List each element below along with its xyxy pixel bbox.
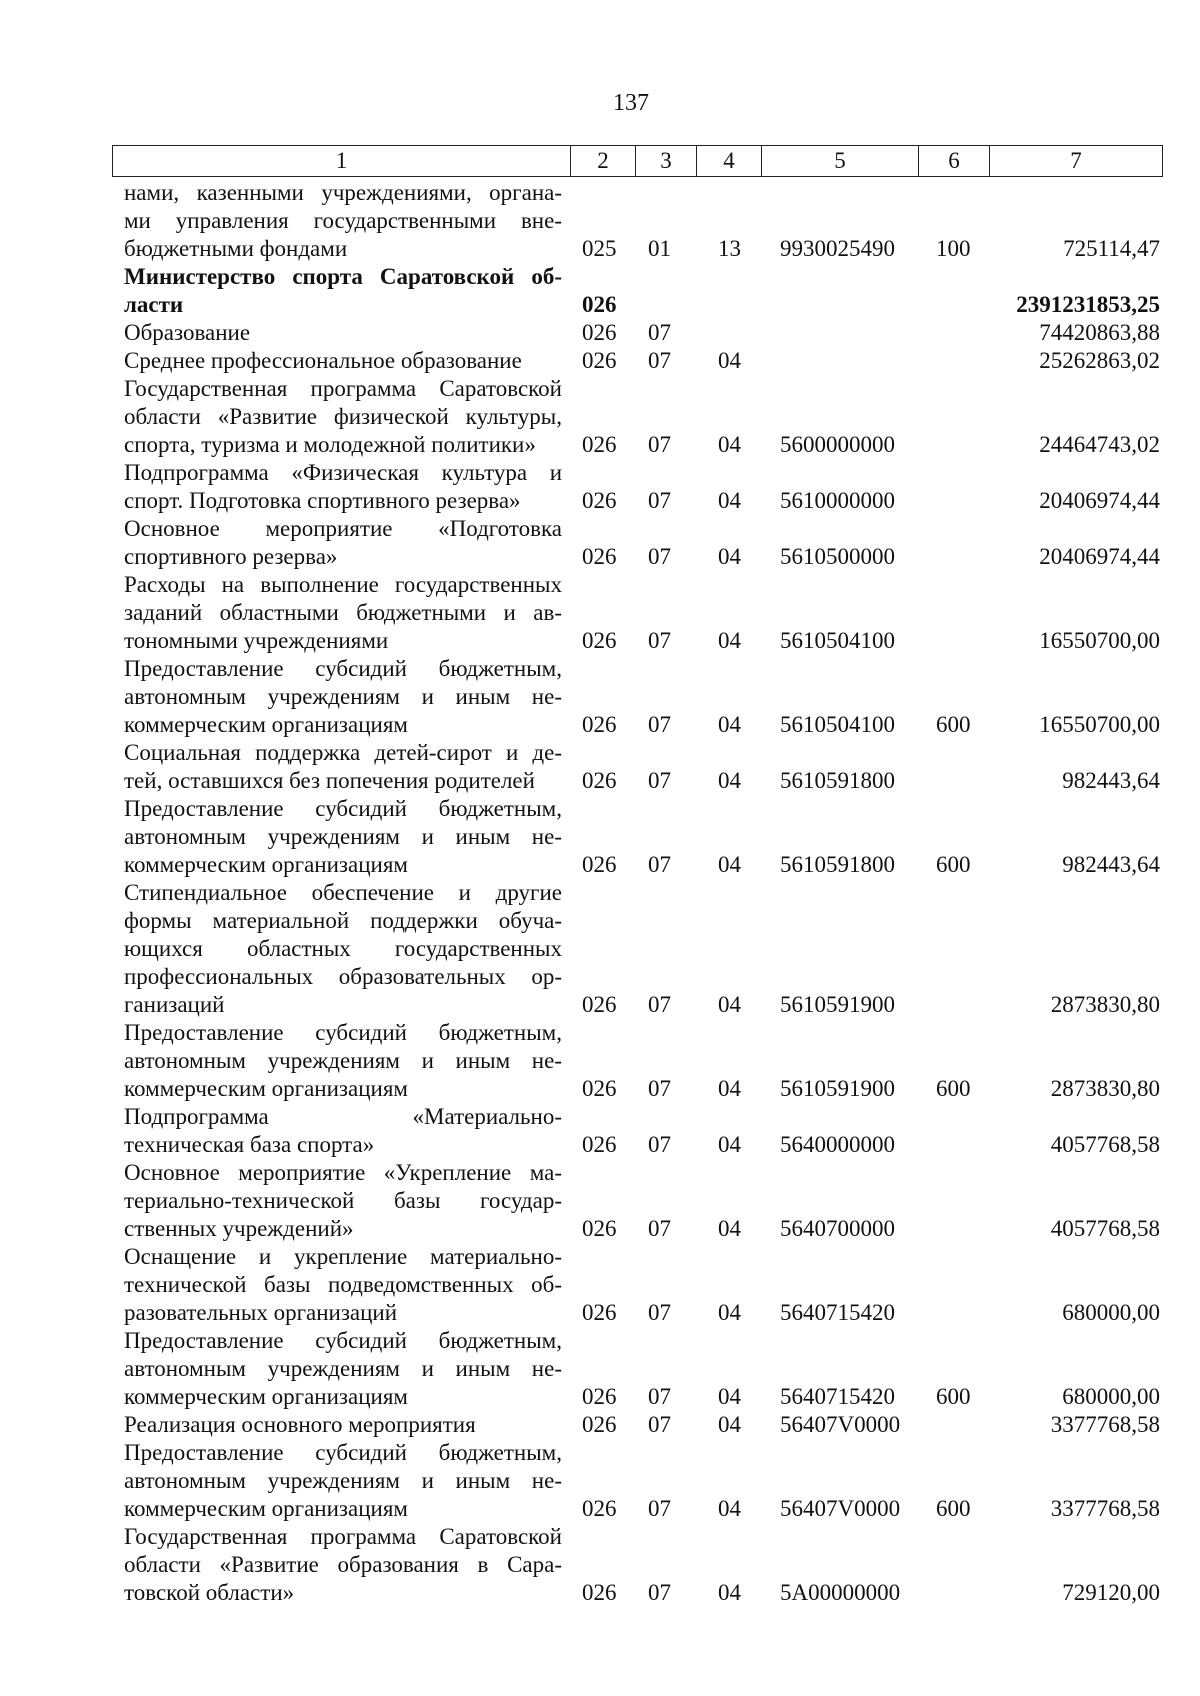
description-line: Образование [124, 320, 251, 345]
table-row [0, 655, 1200, 739]
description-line: Подпрограмма «Материально- [124, 1104, 562, 1129]
target-article-code: 5610000000 [780, 488, 895, 513]
amount: 729120,00 [1062, 1580, 1160, 1605]
chapter-code: 026 [582, 1132, 617, 1157]
chapter-code: 026 [582, 1496, 617, 1521]
subsection-code: 04 [718, 628, 741, 653]
amount: 982443,64 [1062, 852, 1160, 877]
target-article-code: 5640715420 [780, 1384, 895, 1409]
description-line: коммерческим организациям [124, 852, 408, 877]
table-row [0, 319, 1200, 347]
section-code: 07 [648, 348, 671, 373]
chapter-code: 025 [582, 236, 617, 261]
expense-type-code: 600 [936, 1076, 971, 1101]
amount: 20406974,44 [1039, 488, 1160, 513]
description-line: области «Развитие образования в Сара- [124, 1552, 562, 1577]
row-description [124, 571, 562, 655]
subsection-code: 04 [718, 1580, 741, 1605]
budget-table-body [0, 179, 1200, 1607]
description-line: Предоставление субсидий бюджетным, [124, 656, 562, 681]
amount: 3377768,58 [1050, 1496, 1160, 1521]
chapter-code: 026 [582, 852, 617, 877]
subsection-code: 13 [718, 236, 741, 261]
row-description [124, 1411, 562, 1439]
table-row [0, 1523, 1200, 1607]
row-description [124, 655, 562, 739]
description-line: бюджетными фондами [124, 236, 348, 261]
chapter-code: 026 [582, 1412, 617, 1437]
table-row [0, 1019, 1200, 1103]
row-description [124, 515, 562, 571]
chapter-code: 026 [582, 432, 617, 457]
table-row [0, 1243, 1200, 1327]
description-line: ганизаций [124, 992, 225, 1017]
table-row [0, 515, 1200, 571]
section-code: 07 [648, 1076, 671, 1101]
description-line: автономным учреждениям и иным не- [124, 684, 562, 709]
section-code: 07 [648, 768, 671, 793]
row-description [124, 375, 562, 459]
amount: 24464743,02 [1039, 432, 1160, 457]
description-line: Основное мероприятие «Укрепление ма- [124, 1160, 562, 1185]
target-article-code: 5640715420 [780, 1300, 895, 1325]
section-code: 07 [648, 488, 671, 513]
subsection-code [718, 291, 758, 319]
chapter-code: 026 [582, 712, 617, 737]
subsection-code: 04 [718, 348, 741, 373]
amount: 4057768,58 [1050, 1216, 1160, 1241]
section-code: 07 [648, 1300, 671, 1325]
target-article-code: 5610591900 [780, 1076, 895, 1101]
expense-type-code: 600 [936, 712, 971, 737]
target-article-code: 56407V0000 [780, 1412, 901, 1437]
column-header-1: 1 [113, 146, 571, 177]
subsection-code: 04 [718, 1300, 741, 1325]
subsection-code: 04 [718, 1132, 741, 1157]
description-line: технической базы подведомственных об- [124, 1272, 562, 1297]
subsection-code: 04 [718, 852, 741, 877]
description-line: териально-технической базы государ- [124, 1188, 562, 1213]
section-code: 07 [648, 1496, 671, 1521]
description-line: Расходы на выполнение государственных [124, 572, 562, 597]
description-line: Предоставление субсидий бюджетным, [124, 1328, 562, 1353]
description-line: ласти [124, 292, 184, 317]
row-description [124, 1523, 562, 1607]
target-article-code: 5640000000 [780, 1132, 895, 1157]
section-code: 07 [648, 1412, 671, 1437]
subsection-code: 04 [718, 992, 741, 1017]
description-line: коммерческим организациям [124, 712, 408, 737]
expense-type-code: 600 [936, 1384, 971, 1409]
chapter-code: 026 [582, 628, 617, 653]
section-code: 01 [648, 236, 671, 261]
target-article-code [780, 291, 930, 319]
table-row [0, 739, 1200, 795]
amount: 25262863,02 [1039, 348, 1160, 373]
subsection-code [718, 319, 758, 347]
row-description [124, 1159, 562, 1243]
section-code: 07 [648, 852, 671, 877]
description-line: Среднее профессиональное образование [124, 348, 522, 373]
subsection-code: 04 [718, 1076, 741, 1101]
row-description [124, 1019, 562, 1103]
table-row [0, 1327, 1200, 1411]
amount: 680000,00 [1062, 1300, 1160, 1325]
column-header-4: 4 [697, 146, 762, 177]
chapter-code: 026 [582, 544, 617, 569]
row-description [124, 795, 562, 879]
column-header-table [112, 145, 1163, 177]
target-article-code: 5610504100 [780, 628, 895, 653]
expense-type-code: 600 [936, 1496, 971, 1521]
section-code [648, 291, 688, 319]
chapter-code: 026 [582, 1384, 617, 1409]
description-line: Реализация основного мероприятия [124, 1412, 476, 1437]
column-header-3: 3 [636, 146, 697, 177]
description-line: автономным учреждениям и иным не- [124, 1468, 562, 1493]
row-description [124, 1103, 562, 1159]
chapter-code: 026 [582, 1216, 617, 1241]
amount: 725114,47 [1063, 236, 1160, 261]
description-line: спорта, туризма и молодежной политики» [124, 432, 536, 457]
description-line: коммерческим организациям [124, 1496, 408, 1521]
amount: 982443,64 [1062, 768, 1160, 793]
description-line: ющихся областных государственных [124, 936, 562, 961]
subsection-code: 04 [718, 1496, 741, 1521]
page-number: 137 [613, 90, 649, 116]
target-article-code: 5А00000000 [780, 1580, 901, 1605]
section-code: 07 [648, 1580, 671, 1605]
chapter-code: 026 [582, 348, 617, 373]
target-article-code: 5610504100 [780, 712, 895, 737]
amount: 2873830,80 [1050, 992, 1160, 1017]
section-code: 07 [648, 320, 671, 345]
description-line: профессиональных образовательных ор- [124, 964, 562, 989]
target-article-code: 5600000000 [780, 432, 895, 457]
table-row [0, 347, 1200, 375]
description-line: ственных учреждений» [124, 1216, 354, 1241]
chapter-code: 026 [582, 768, 617, 793]
description-line: ми управления государственными вне- [124, 208, 562, 233]
section-code: 07 [648, 712, 671, 737]
chapter-code: 026 [582, 292, 617, 317]
row-description [124, 1439, 562, 1523]
column-header-2: 2 [571, 146, 636, 177]
description-line: разовательных организаций [124, 1300, 398, 1325]
target-article-code: 5610591900 [780, 992, 895, 1017]
amount: 2391231853,25 [1016, 292, 1160, 317]
chapter-code: 026 [582, 1300, 617, 1325]
description-line: Государственная программа Саратовской [124, 376, 562, 401]
amount: 680000,00 [1062, 1384, 1160, 1409]
section-code: 07 [648, 1132, 671, 1157]
target-article-code [780, 319, 930, 347]
section-code: 07 [648, 1384, 671, 1409]
description-line: спортивного резерва» [124, 544, 338, 569]
table-row [0, 459, 1200, 515]
description-line: Социальная поддержка детей-сирот и де- [124, 740, 562, 765]
description-line: Государственная программа Саратовской [124, 1524, 562, 1549]
target-article-code: 5640700000 [780, 1216, 895, 1241]
chapter-code: 026 [582, 1580, 617, 1605]
row-description [124, 879, 562, 1019]
table-row [0, 879, 1200, 1019]
table-row [0, 1103, 1200, 1159]
description-line: Стипендиальное обеспечение и другие [124, 880, 562, 905]
expense-type-code: 100 [936, 236, 971, 261]
subsection-code: 04 [718, 712, 741, 737]
description-line: коммерческим организациям [124, 1384, 408, 1409]
table-row [0, 179, 1200, 263]
description-line: автономным учреждениям и иным не- [124, 1048, 562, 1073]
description-line: Предоставление субсидий бюджетным, [124, 1020, 562, 1045]
amount: 16550700,00 [1039, 628, 1160, 653]
chapter-code: 026 [582, 1076, 617, 1101]
amount: 74420863,88 [1039, 320, 1160, 345]
table-row [0, 1439, 1200, 1523]
description-line: нами, казенными учреждениями, органа- [124, 180, 562, 205]
table-row [0, 1411, 1200, 1439]
section-code: 07 [648, 432, 671, 457]
row-description [124, 319, 562, 347]
target-article-code: 9930025490 [780, 236, 895, 261]
description-line: Основное мероприятие «Подготовка [124, 516, 562, 541]
expense-type-code: 600 [936, 852, 971, 877]
amount: 3377768,58 [1050, 1412, 1160, 1437]
row-description [124, 347, 562, 375]
subsection-code: 04 [718, 432, 741, 457]
row-description [124, 739, 562, 795]
row-description [124, 263, 562, 319]
description-line: Предоставление субсидий бюджетным, [124, 1440, 562, 1465]
description-line: тономными учреждениями [124, 628, 389, 653]
table-row [0, 571, 1200, 655]
table-row [0, 795, 1200, 879]
row-description [124, 179, 562, 263]
subsection-code: 04 [718, 1412, 741, 1437]
table-row [0, 375, 1200, 459]
section-code: 07 [648, 992, 671, 1017]
description-line: заданий областными бюджетными и ав- [124, 600, 562, 625]
subsection-code: 04 [718, 768, 741, 793]
chapter-code: 026 [582, 488, 617, 513]
subsection-code: 04 [718, 1216, 741, 1241]
section-code: 07 [648, 544, 671, 569]
target-article-code: 5610500000 [780, 544, 895, 569]
row-description [124, 1327, 562, 1411]
subsection-code: 04 [718, 488, 741, 513]
subsection-code: 04 [718, 544, 741, 569]
row-description [124, 459, 562, 515]
description-line: Предоставление субсидий бюджетным, [124, 796, 562, 821]
section-code: 07 [648, 628, 671, 653]
description-line: Министерство спорта Саратовской об- [124, 264, 562, 289]
column-header-5: 5 [762, 146, 919, 177]
table-row [0, 263, 1200, 319]
target-article-code: 56407V0000 [780, 1496, 901, 1521]
row-description [124, 1243, 562, 1327]
description-line: автономным учреждениям и иным не- [124, 824, 562, 849]
amount: 16550700,00 [1039, 712, 1160, 737]
column-header-7: 7 [990, 146, 1163, 177]
description-line: автономным учреждениям и иным не- [124, 1356, 562, 1381]
amount: 2873830,80 [1050, 1076, 1160, 1101]
target-article-code: 5610591800 [780, 852, 895, 877]
description-line: коммерческим организациям [124, 1076, 408, 1101]
description-line: Подпрограмма «Физическая культура и [124, 460, 562, 485]
amount: 4057768,58 [1050, 1132, 1160, 1157]
section-code: 07 [648, 1216, 671, 1241]
chapter-code: 026 [582, 992, 617, 1017]
subsection-code: 04 [718, 1384, 741, 1409]
description-line: Оснащение и укрепление материально- [124, 1244, 562, 1269]
chapter-code: 026 [582, 320, 617, 345]
target-article-code [780, 347, 930, 375]
column-header-6: 6 [919, 146, 990, 177]
amount: 20406974,44 [1039, 544, 1160, 569]
description-line: тей, оставшихся без попечения родителей [124, 768, 535, 793]
description-line: области «Развитие физической культуры, [124, 404, 562, 429]
target-article-code: 5610591800 [780, 768, 895, 793]
description-line: спорт. Подготовка спортивного резерва» [124, 488, 521, 513]
description-line: техническая база спорта» [124, 1132, 375, 1157]
description-line: товской области» [124, 1580, 295, 1605]
table-row [0, 1159, 1200, 1243]
description-line: формы материальной поддержки обуча- [124, 908, 562, 933]
